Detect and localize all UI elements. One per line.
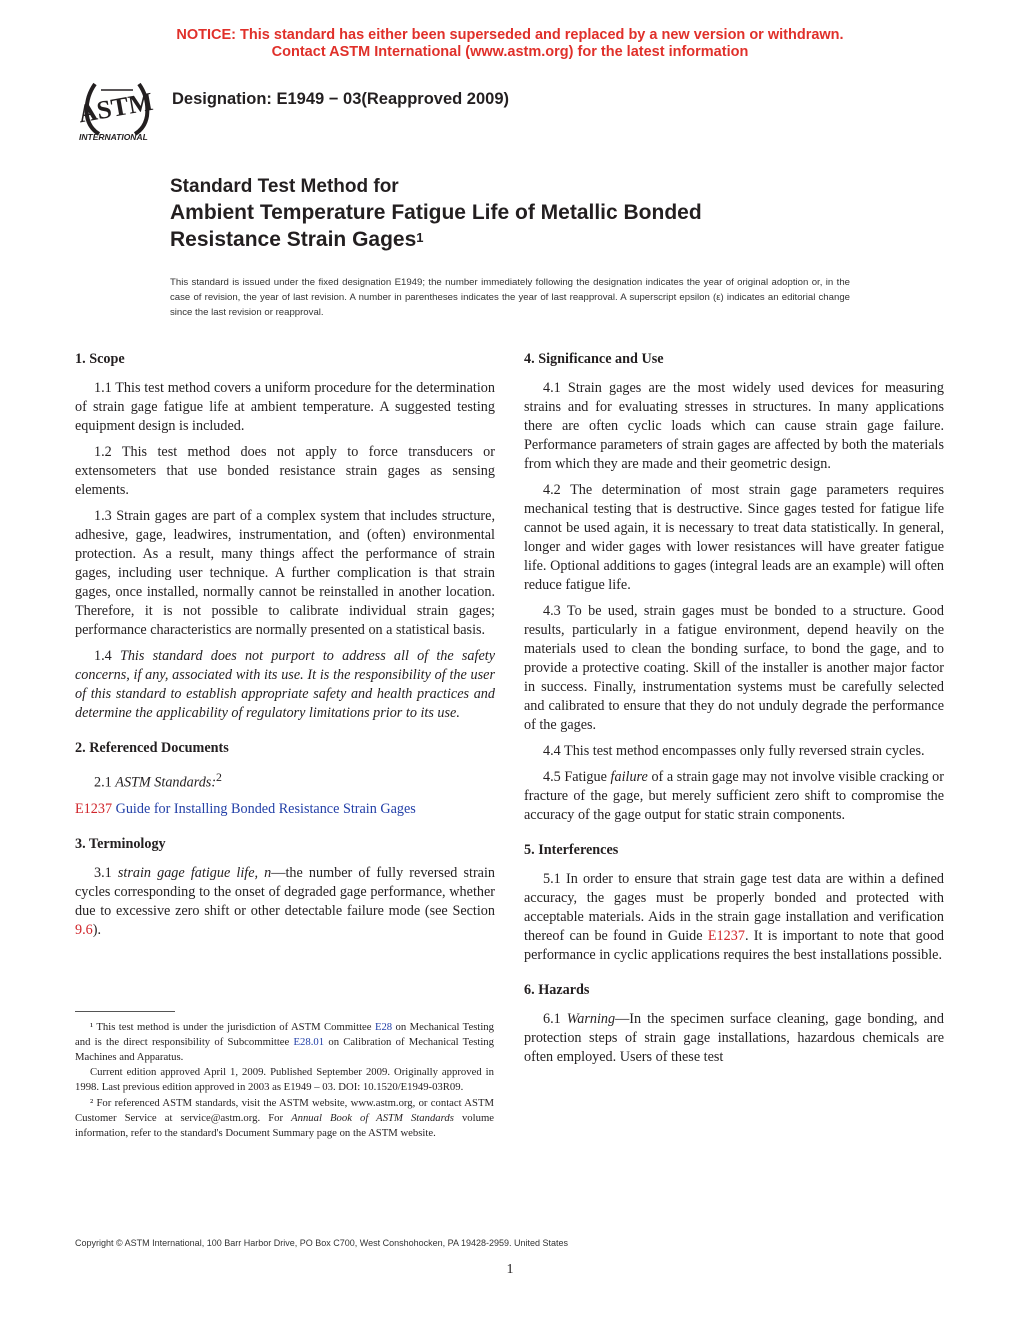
footnote-1-edition: Current edition approved April 1, 2009. Published September 2009. Originally approved in 1998. Last previous edition approved in 2003 as E1949 – 03. DOI: 10.1520/E1949-03R09. <box>75 1066 494 1093</box>
refdocs-2-1-text: ASTM Standards: <box>115 774 217 791</box>
right-column <box>524 350 944 1074</box>
significance-4-5-b: failure <box>610 769 648 785</box>
significance-4-5 <box>524 768 944 825</box>
copyright: Copyright © ASTM International, 100 Barr Harbor Drive, PO Box C700, West Conshohocken, PA 19428-2959. United States <box>75 1238 569 1248</box>
scope-1-2: 1.2 This test method does not apply to force transducers or extensometers that use bonded resistance strain gages as sensing elements. <box>75 444 495 498</box>
terminology-term: strain gage fatigue life, n <box>117 864 272 881</box>
document-title <box>170 174 702 253</box>
interferences-5-1 <box>524 870 944 965</box>
footnote-2-a: ² For referenced ASTM standards, visit the ASTM website, www.astm.org, or contact ASTM Customer Service at service@astm.org. For <box>75 1097 494 1124</box>
footnote-1-c: on Calibration of Mechanical Testing Machines and Apparatus. <box>75 1036 494 1063</box>
footnote-1-b: on Mechanical Testing and is the direct responsibility of Subcommittee <box>75 1021 494 1048</box>
hazards-6-1-c: —In the specimen surface cleaning, gage bonding, and protection steps of strain gage installations, hazardous chemicals are often employed. Users of these test <box>524 1011 944 1065</box>
scope-1-3: 1.3 Strain gages are part of a complex system that includes structure, adhesive, gage, leadwires, instrumentation, and (often) environmental protection. As a result, many things affect the performance of strain gages, including user technique. A further complication is that strain gages, once installed, normally cannot be reinstalled in another location. Therefore, it is not possible to calibrate individual strain gages; performance characteristics are normally presented on a statistical basis. <box>75 508 495 638</box>
refdocs-2-1-num: 2.1 <box>94 774 112 791</box>
scope-1-4-text: This standard does not purport to address all of the safety concerns, if any, associated with its use. It is the responsibility of the user of this standard to establish appropriate safety and health practices and determine the applicability of regulatory limitations prior to its use. <box>75 648 495 721</box>
section-significance-heading: 4. Significance and Use <box>524 351 664 367</box>
terminology-end: ). <box>92 921 102 938</box>
hazards-warning: Warning <box>566 1011 616 1027</box>
ref-e1237-code[interactable]: E1237 <box>75 800 113 817</box>
title-line-1: Standard Test Method for <box>170 176 399 197</box>
section-scope-heading: 1. Scope <box>75 351 125 367</box>
terminology-3-1-num: 3.1 <box>94 864 112 881</box>
issued-note: This standard is issued under the fixed designation E1949; the number immediately following the designation indicates the year of original adoption or, in the case of revision, the year of last revision. A number in parentheses indicates the year of last reapproval. A superscript epsilon (ε) indicates an editorial change since the last revision or reapproval. <box>170 277 850 318</box>
scope-1-1: 1.1 This test method covers a uniform procedure for the determination of strain gage fatigue life at ambient temperature. A suggested testing equipment design is included. <box>75 380 495 434</box>
section-refdocs-heading: 2. Referenced Documents <box>75 740 229 756</box>
footnote-2-b: Annual Book of ASTM Standards <box>291 1112 454 1124</box>
significance-4-5-a: 4.5 Fatigue <box>543 769 611 785</box>
scope-1-4 <box>75 647 495 723</box>
significance-4-4: 4.4 This test method encompasses only fully reversed strain cycles. <box>543 743 925 759</box>
ref-e1237-title[interactable]: Guide for Installing Bonded Resistance Strain Gages <box>115 800 416 817</box>
notice-line-1: NOTICE: This standard has either been superseded and replaced by a new version or withdrawn. <box>176 27 844 43</box>
footnote-1-a: ¹ This test method is under the jurisdiction of ASTM Committee <box>90 1021 375 1033</box>
guide-e1237-link[interactable]: E1237 <box>707 928 745 944</box>
terminology-text: —the number of fully reversed strain cycles corresponding to the onset of degraded gage performance, whether due to excessive zero shift or other detectable failure mode (see Section <box>75 864 496 919</box>
section-9-6-link[interactable]: 9.6 <box>75 921 93 938</box>
interferences-5-1-a: 5.1 In order to ensure that strain gage test data are within a defined accuracy, the gages must be properly bonded and protected with acceptable materials. Aids in the strain gage installation and verification thereof can be found in Guide <box>524 871 944 944</box>
section-interferences-heading: 5. Interferences <box>524 842 619 858</box>
refdocs-footnote-mark: 2 <box>216 770 222 784</box>
footnote-2 <box>75 1096 494 1141</box>
designation: Designation: E1949 − 03(Reapproved 2009) <box>172 90 510 108</box>
ref-e1237[interactable] <box>75 800 495 819</box>
withdrawn-notice <box>0 27 1020 61</box>
subcommittee-e28-01-link[interactable]: E28.01 <box>293 1036 325 1048</box>
section-terminology-heading: 3. Terminology <box>75 835 166 852</box>
footnote-1 <box>75 1020 494 1065</box>
notice-line-2: Contact ASTM International (www.astm.org) for the latest information <box>271 44 749 60</box>
title-line-2: Ambient Temperature Fatigue Life of Metallic Bonded <box>170 201 702 224</box>
title-line-3 <box>170 226 702 253</box>
significance-4-3: 4.3 To be used, strain gages must be bonded to a structure. Good results, particularly in a fatigue environment, depend heavily on the materials used to clean the bonding surface, to bond the gage, and to provide a protective coating. Skill of the installer is another major factor in success. Finally, instrumentation systems must be carefully selected and calibrated to ensure that they do not unduly degrade the performance of the gages. <box>524 603 944 733</box>
refdocs-2-1 <box>75 768 495 793</box>
footnote-divider <box>75 1011 175 1012</box>
section-hazards-heading: 6. Hazards <box>524 982 590 998</box>
scope-1-4-num: 1.4 <box>94 648 112 664</box>
significance-4-2: 4.2 The determination of most strain gage parameters requires mechanical testing that is destructive. Since gages tested for fatigue life cannot be used again, it is necessary to treat data statistically. In general, longer and wider gages with lower resistances will have greater fatigue life. Optional additions to gages (integral leads are an example) will often reduce fatigue life. <box>524 482 944 593</box>
hazards-6-1-a: 6.1 <box>543 1011 567 1027</box>
interferences-5-1-b: . It is important to note that good performance in cyclic applications requires the best installations possible. <box>524 928 945 963</box>
significance-4-5-c: of a strain gage may not involve visible cracking or fracture of the gage, but merely sufficient zero shift to compromise the accuracy of the gage output for static strain components. <box>524 769 944 823</box>
footnotes <box>75 1020 494 1141</box>
hazards-6-1 <box>524 1010 944 1067</box>
title-line-3-text: Resistance Strain Gages <box>170 228 417 251</box>
title-footnote-mark: 1 <box>416 230 424 245</box>
logo-caption: INTERNATIONAL <box>79 132 148 142</box>
page-number: 1 <box>506 1262 514 1277</box>
committee-e28-link[interactable]: E28 <box>374 1021 393 1033</box>
svg-text:ASTM: ASTM <box>76 86 156 129</box>
significance-4-1: 4.1 Strain gages are the most widely used devices for measuring strains and for evaluating stresses in structures. In many applications there are often cyclic loads which can cause strain gage failure. Performance parameters of strain gages are affected by both the materials from which they are made and their geometric design. <box>524 380 944 472</box>
left-column <box>75 350 495 947</box>
footnote-2-c: volume information, refer to the standard's Document Summary page on the ASTM website. <box>75 1112 495 1139</box>
terminology-3-1 <box>75 864 495 940</box>
